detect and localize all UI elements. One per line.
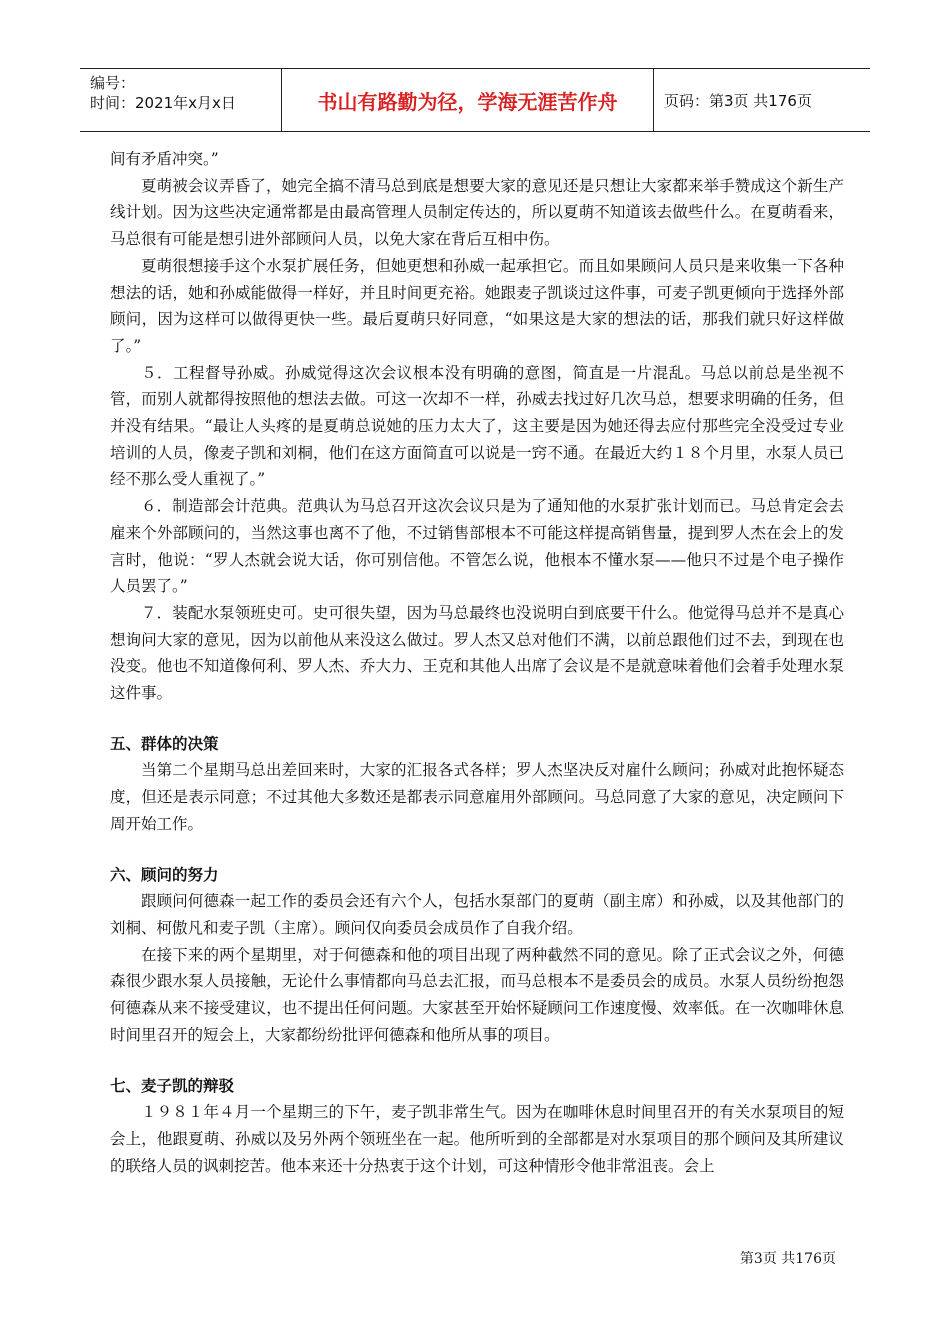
paragraph: ５．工程督导孙威。孙威觉得这次会议根本没有明确的意图，简直是一片混乱。马总以前总是坐视不管，而别人就都得按照他的想法去做。可这一次却不一样，孙威去找过好几次马总，想要求明确的任务，但并没有结果。“最让人头疼的是夏萌总说她的压力太大了，这主要是因为她还得去应付那些完全没受过专业培训的人员，像麦子凯和刘桐，他们在这方面简直可以说是一窍不通。在最近大约１８个月里，水泵人员已经不那么受人重视了。” xyxy=(110,363,844,489)
page-header xyxy=(80,68,870,132)
paragraph: 在接下来的两个星期里，对于何德森和他的项目出现了两种截然不同的意见。除了正式会议之外，何德森很少跟水泵人员接触，无论什么事情都向马总去汇报，而马总根本不是委员会的成员。水泵人员纷纷抱怨何德森从来不接受建议，也不提出任何问题。大家甚至开始怀疑顾问工作速度慢、效率低。在一次咖啡休息时间里召开的短会上，大家都纷纷批评何德森和他所从事的项目。 xyxy=(110,945,844,1044)
paragraph: 当第二个星期马总出差回来时，大家的汇报各式各样；罗人杰坚决反对雇什么顾问；孙威对此抱怀疑态度，但还是表示同意；不过其他大多数还是都表示同意雇用外部顾问。马总同意了大家的意见，决定顾问下周开始工作。 xyxy=(110,761,844,833)
paragraph: １９８１年４月一个星期三的下午，麦子凯非常生气。因为在咖啡休息时间里召开的有关水泵项目的短会上，他跟夏萌、孙威以及另外两个领班坐在一起。他所听到的全部都是对水泵项目的那个顾问及其所建议的联络人员的讽刺挖苦。他本来还十分热衷于这个计划，可这种情形令他非常沮丧。会上 xyxy=(110,1103,844,1175)
paragraph: 跟顾问何德森一起工作的委员会还有六个人，包括水泵部门的夏萌（副主席）和孙威，以及其他部门的刘桐、柯傲凡和麦子凯（主席）。顾问仅向委员会成员作了自我介绍。 xyxy=(110,892,844,937)
header-page-number: 页码：第3页 共176页 xyxy=(664,91,812,110)
paragraph: ６．制造部会计范典。范典认为马总召开这次会议只是为了通知他的水泵扩张计划而已。马总肯定会去雇来个外部顾问的，当然这事也离不了他，不过销售部根本不可能这样提高销售量，提到罗人杰在会上的发言时，他说：“罗人杰就会说大话，你可别信他。不管怎么说，他根本不懂水泵——他只不过是个电子操作人员罢了。” xyxy=(110,497,844,596)
section-heading: 七、麦子凯的辩驳 xyxy=(110,1076,235,1095)
paragraph: 间有矛盾冲突。” xyxy=(110,150,219,168)
paragraph: ７．装配水泵领班史可。史可很失望，因为马总最终也没说明白到底要干什么。他觉得马总并不是真心想询问大家的意见，因为以前他从来没这么做过。罗人杰又总对他们不满，以前总跟他们过不去，到现在也没变。他也不知道像何利、罗人杰、乔大力、王克和其他人出席了会议是不是就意味着他们会着手处理水泵这件事。 xyxy=(110,603,844,703)
header-meta xyxy=(80,69,282,131)
section-heading: 六、顾问的努力 xyxy=(110,865,219,884)
paragraph: 夏萌很想接手这个水泵扩展任务，但她更想和孙威一起承担它。而且如果顾问人员只是来收集一下各种想法的话，她和孙威能做得一样好，并且时间更充裕。她跟麦子凯谈过这件事，可麦子凯更倾向于选择外部顾问，因为这样可以做得更快一些。最后夏萌只好同意，“如果这是大家的想法的话，那我们就只好这样做了。” xyxy=(110,256,844,355)
header-motto: 书山有路勤为径，学海无涯苦作舟 xyxy=(282,69,654,131)
paragraph: 夏萌被会议弄昏了，她完全搞不清马总到底是想要大家的意见还是只想让大家都来举手赞成这个新生产线计划。因为这些决定通常都是由最高管理人员制定传达的，所以夏萌不知道该去做些什么。在夏萌看来，马总很有可能是想引进外部顾问人员，以免大家在背后互相中伤。 xyxy=(110,176,844,249)
document-body xyxy=(110,146,844,1179)
document-number-label: 编号： xyxy=(90,74,136,92)
document-time-label: 时间：2021年x月x日 xyxy=(90,94,236,112)
page-footer-number: 第3页 共176页 xyxy=(739,1251,836,1267)
section-heading: 五、群体的决策 xyxy=(110,734,219,753)
